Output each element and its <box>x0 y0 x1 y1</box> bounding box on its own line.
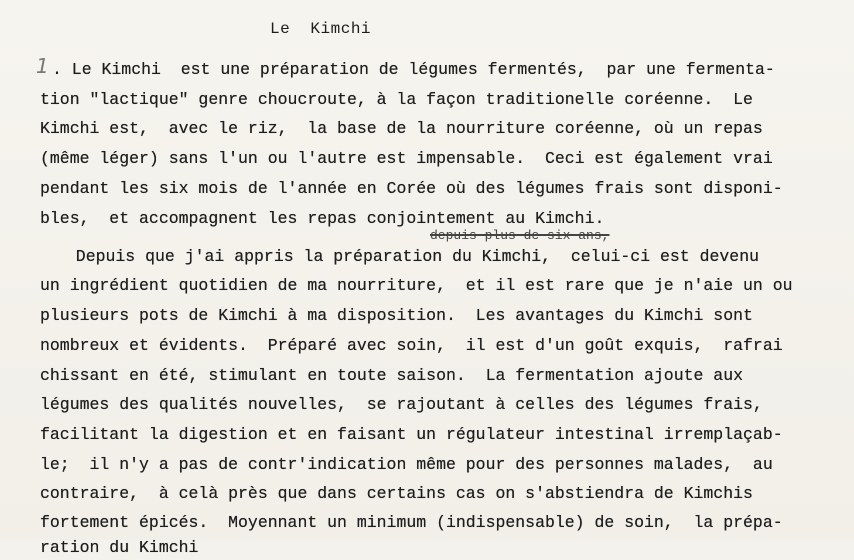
text-line: nombreux et évidents. Préparé avec soin, il est d'un goût exquis, rafrai <box>40 336 783 355</box>
text-line: légumes des qualités nouvelles, se rajoutant à celles des légumes frais, <box>40 395 763 414</box>
text-line: un ingrédient quotidien de ma nourriture, et il est rare que je n'aie un ou <box>40 276 793 295</box>
text-line: Depuis que j'ai appris la préparation du Kimchi, celui-ci est devenu <box>56 247 760 266</box>
text-line: bles, et accompagnent les repas conjointement au Kimchi. <box>40 209 605 228</box>
struck-out-text: depuis plus de six ans, <box>430 228 610 243</box>
text-line: ration du Kimchi <box>40 538 199 557</box>
text-line: pendant les six mois de l'année en Corée où des légumes frais sont disponi- <box>40 179 783 198</box>
text-line: fortement épicés. Moyennant un minimum (indispensable) de soin, la prépa- <box>40 513 783 532</box>
paragraph-number: 1 <box>36 54 49 78</box>
text-line: plusieurs pots de Kimchi à ma disposition. Les avantages du Kimchi sont <box>40 306 753 325</box>
text-line: Kimchi est, avec le riz, la base de la nourriture coréenne, où un repas <box>40 119 763 138</box>
text-line: (même léger) sans l'un ou l'autre est impensable. Ceci est également vrai <box>40 149 773 168</box>
text-line: le; il n'y a pas de contr'indication même pour des personnes malades, au <box>40 455 773 474</box>
document-title: Le Kimchi <box>270 20 372 38</box>
text-line: chissant en été, stimulant en toute saison. La fermentation ajoute aux <box>40 366 744 385</box>
text-line: tion "lactique" genre choucroute, à la façon traditionelle coréenne. Le <box>40 90 753 109</box>
text-line: contraire, à celà près que dans certains cas on s'abstiendra de Kimchis <box>40 484 753 503</box>
text-line: . Le Kimchi est une préparation de légumes fermentés, par une fermenta- <box>52 60 775 79</box>
text-line: facilitant la digestion et en faisant un régulateur intestinal irremplaçab- <box>40 425 783 444</box>
